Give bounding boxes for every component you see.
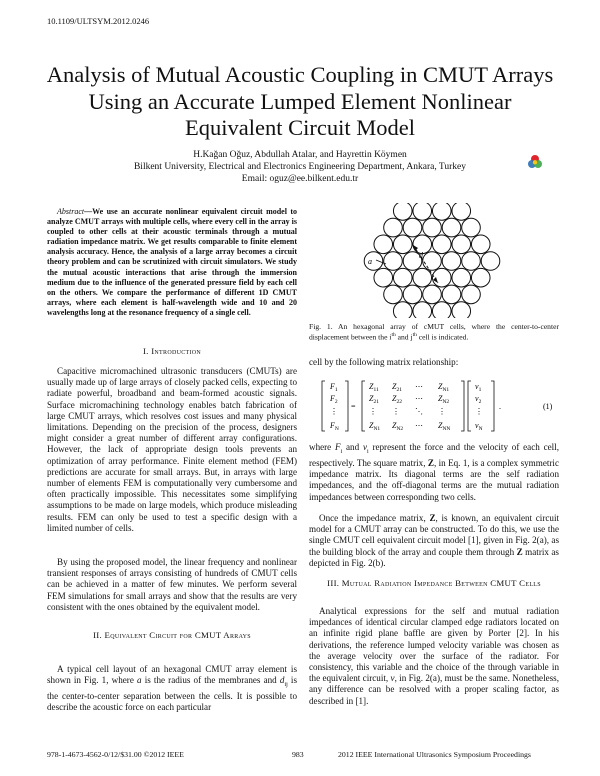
equation-equals: = [351,402,356,411]
impedance-entry: $Z_{NN}$ [438,421,451,432]
force-entry: $F_1$ [330,382,338,393]
impedance-entry: $Z_{22}$ [392,394,402,405]
impedance-entry: ⋯ [415,421,423,430]
cmut-cell [471,235,490,254]
author-names: H.Kağan Oğuz, Abdullah Atalar, and Hayrettin Köymen [193,150,407,160]
cmut-cell [384,252,403,271]
force-entry: ⋮ [330,407,338,416]
cmut-cell [442,252,461,271]
cmut-cell [452,302,471,318]
velocity-entry: $v_2$ [475,394,482,405]
cmut-cell [374,235,393,254]
equation-1 [309,377,559,435]
cmut-cell [442,218,461,237]
cmut-cell [384,218,403,237]
cmut-cell [403,285,422,304]
impedance-entry: ⋮ [438,407,446,416]
section-2-paragraph-1: A typical cell layout of an hexagonal CMUT array element is shown in Fig. 1, where a is the radius of the membranes and $d_{ij}$ is the center-to-center separation between the cells. It is possible to describe the acoustic force on each particular [47,664,297,713]
figure-1-caption: Fig. 1. An hexagonal array of cMUT cells, where the center-to-center displacement between the $i^{th}$ and $j^{th}$ cell is indicated. [309,322,559,342]
impedance-entry: $Z_{21}$ [369,394,379,405]
section-1-heading: I. Introduction [142,346,202,356]
cmut-cell [393,268,412,287]
cmut-cell [423,218,442,237]
author-block [60,149,540,185]
cmut-cell [364,252,383,271]
footer-page-number: 983 [292,750,304,759]
equation-period: . [499,402,501,411]
author-affiliation: Bilkent University, Electrical and Electronics Engineering Department, Ankara, Turkey [133,162,467,172]
force-entry: $F_N$ [330,421,339,432]
impedance-entry: $Z_{N2}$ [392,421,404,432]
section-1-paragraph-1: Capacitive micromachined ultrasonic transducers (CMUTs) are usually made up of large arrays of closely packed cells, expecting to radiate powerful, broadband and beam-formed acoustic signals. Surface micromachining technology enables batch fabrication of large CMUT arrays, which resolves cost issues and many physical limitations. Depending on the precision of the process, designers might consider a great number of different array configurations. However, the lack of appropriate design tools prevents an optimization of array performance. Finite element method (FEM) predictions are accurate for small arrays. But, in arrays with large number of elements FEM is computationally very cumbersome and often practically impossible. This necessitates some simplifying assumptions to be made on large models, which produce misleading results. FEM can only be used to test a specific design with a limited number of cells. [47,366,297,533]
velocity-entry: ⋮ [475,407,483,416]
cmut-cell [462,285,481,304]
impedance-entry: ⋱ [415,407,423,416]
cmut-cell [432,268,451,287]
section-2-heading: II. Equivalent Circuit for CMUT Arrays [93,630,251,640]
hexagonal-array-figure [360,203,505,318]
impedance-entry: $Z_{11}$ [369,382,379,393]
impedance-entry: $Z_{21}$ [392,382,402,393]
cmut-cell [423,285,442,304]
impedance-entry: $Z_{N2}$ [438,394,450,405]
impedance-entry: ⋮ [392,407,400,416]
cmut-cell [481,252,500,271]
force-entry: $F_2$ [330,394,338,405]
cmut-cell [452,203,471,220]
impedance-entry: $Z_{N1}$ [438,382,450,393]
cmut-cell [462,218,481,237]
footer-isbn: 978-1-4673-4562-0/12/$31.00 ©2012 IEEE [47,750,184,759]
cmut-cell [452,268,471,287]
impedance-entry: $Z_{N1}$ [369,421,381,432]
cmut-cell [403,218,422,237]
cmut-cell [432,235,451,254]
col2-paragraph-1: where $F_i$ and $v_i$ represent the force and the velocity of each cell, respectively. The square matrix, Z, in Eq. 1, is a complex symmetric impedance matrix. Its diagonal terms are the self radiation impedances, and the off-diagonal terms are the mutual radiation impedances between corresponding two cells. [309,442,559,502]
cmut-cell [432,302,451,318]
impedance-entry: ⋯ [415,382,423,391]
cmut-cell [393,302,412,318]
abstract [47,207,297,318]
cmut-cell [442,285,461,304]
abstract-text: —We use an accurate nonlinear equivalent circuit model to analyze CMUT arrays with multiple cells, where every cell in the array is coupled to other cells at their acoustic terminals through a mutual radiation impedance matrix. We get results comparable to finite element analysis accuracy. Hence, the analysis of a large array becomes a circuit theory problem and can be scrutinized with circuit simulators. We study the mutual acoustic interactions that arise through the immersion medium due to the influence of the generated pressure field by each cell on the others. We compare the performance of different 1D CMUT arrays, where each element is half-wavelength wide and 10 and 20 wavelengths long at the resonance frequency of a single cell. [47,207,297,317]
cmut-cell [413,302,432,318]
cmut-cell [432,203,451,220]
footer-venue: 2012 IEEE International Ultrasonics Symposium Proceedings [338,750,531,759]
cmut-cell [471,268,490,287]
impedance-entry: ⋯ [415,394,423,403]
radius-line [376,260,386,264]
cmut-cell [413,268,432,287]
cmut-cell [462,252,481,271]
section-3-heading: III. Mutual Radiation Impedance Between CMUT Cells [327,578,541,588]
cmut-cell [452,235,471,254]
cmut-cell [393,203,412,220]
equation-number: (1) [543,402,553,411]
col2-paragraph-2: Once the impedance matrix, Z, is known, an equivalent circuit model for a CMUT array can be constructed. To do this, we use the single CMUT cell equivalent circuit model [1], given in Fig. 2(a), as the building block of the array and couple them through Z matrix as depicted in Fig. 2(b). [309,513,559,568]
cmut-cell [423,252,442,271]
radius-label: a [368,257,372,266]
doi: 10.1109/ULTSYM.2012.0246 [47,16,150,26]
velocity-entry: $v_N$ [475,421,483,432]
crossmark-icon[interactable] [527,154,543,170]
abstract-label: Abstract [57,207,85,216]
cmut-cell [393,235,412,254]
section-3-paragraph-1: Analytical expressions for the self and mutual radiation impedances of identical circular clamped edge radiators located on an infinite rigid plane baffle are given by Porter [2]. In his derivations, the reference lumped velocity variable was chosen as the average velocity over the surface of the radiator. For consistency, this variable and the choice of the through variable in the equivalent circuit, v, in Fig. 2(a), must be the same. Nonetheless, any difference can be resolved with a proper scaling factor, as described in [1]. [309,606,559,706]
distance-label: d [419,251,423,260]
matrix-intro: cell by the following matrix relationship: [309,357,459,367]
paper-title: Analysis of Mutual Acoustic Coupling in CMUT Arrays Using an Accurate Lumped Element Nonlinear Equivalent Circuit Model [46,62,554,140]
section-1-paragraph-2: By using the proposed model, the linear frequency and nonlinear transient responses of arrays consisting of hundreds of CMUT cells can be achieved in a matter of few minutes. We perform several FEM simulations for small arrays and show that the results are very consistent with the ones obtained by the equivalent model. [47,557,297,612]
cmut-cell [413,203,432,220]
impedance-entry: ⋮ [369,407,377,416]
velocity-entry: $v_1$ [475,382,482,393]
distance-arrow [413,245,438,283]
cmut-cell [374,268,393,287]
cmut-cell [384,285,403,304]
author-email: Email: oguz@ee.bilkent.edu.tr [241,174,359,184]
